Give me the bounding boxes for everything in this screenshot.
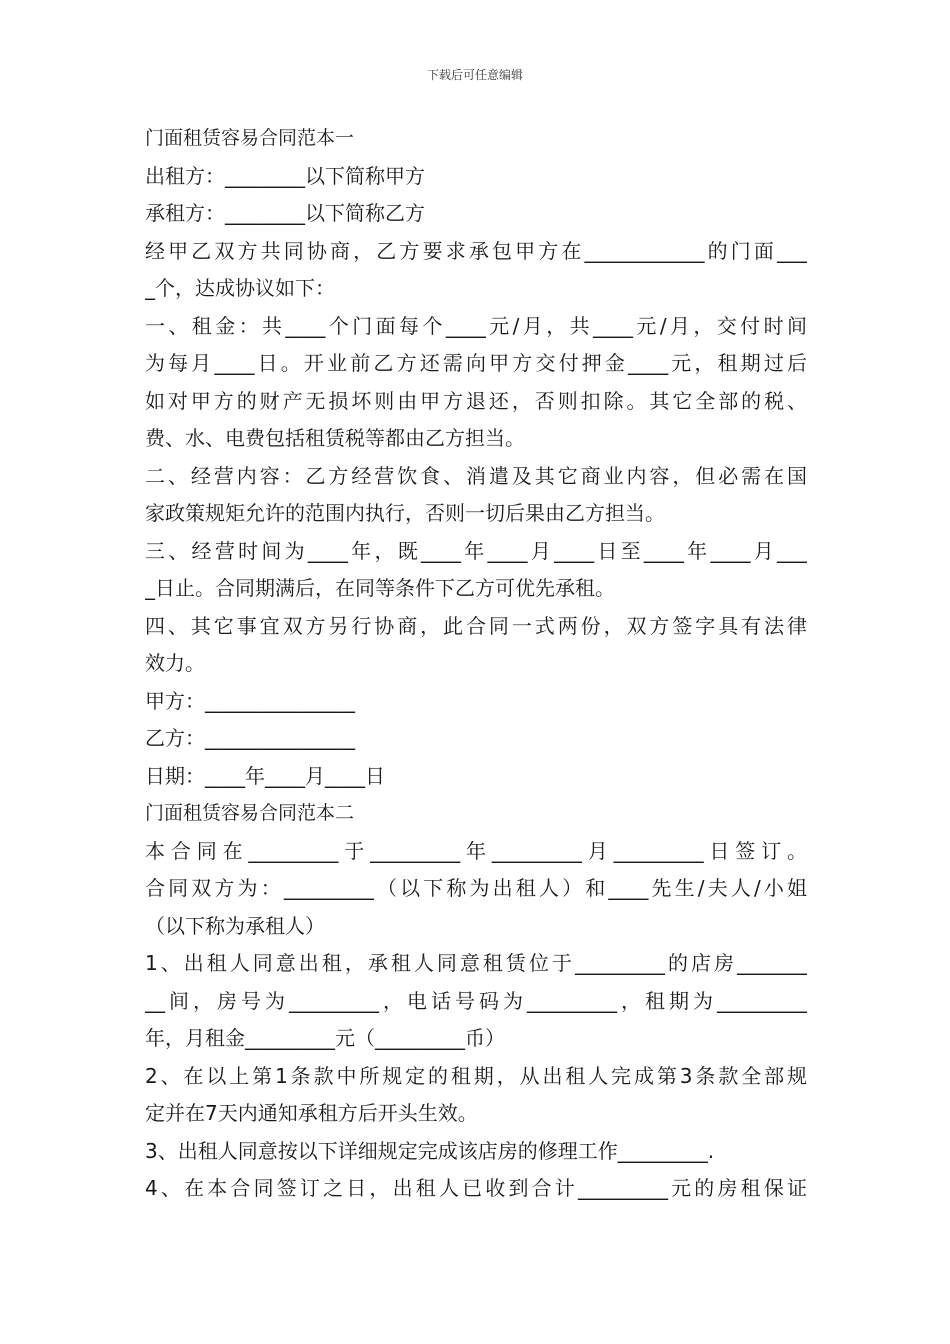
text-line: 4、在本合同签订之日，出租人已收到合计_________元的房租保证 bbox=[145, 1176, 807, 1200]
date-line: 日期：____年____月____日 bbox=[145, 763, 385, 788]
text-line: 出租方：________以下简称甲方 bbox=[145, 163, 425, 188]
text-line: 经甲乙双方共同协商，乙方要求承包甲方在____________的门面___ bbox=[145, 238, 807, 263]
text-line: __间，房号为_________，电话号码为_________，租期为_________ bbox=[145, 988, 807, 1013]
text-line: 三、经营时间为____年，既____年____月____日至____年____月___ bbox=[145, 538, 807, 563]
text-line: 二、经营内容：乙方经营饮食、消遣及其它商业内容，但必需在国 bbox=[145, 463, 807, 488]
text-line: 1、出租人同意出租，承租人同意租赁位于_________的店房_______ bbox=[145, 951, 807, 975]
text-line: 如对甲方的财产无损坏则由甲方退还，否则扣除。其它全部的税、 bbox=[145, 388, 807, 413]
text-line: 家政策规矩允许的范围内执行，否则一切后果由乙方担当。 bbox=[145, 501, 665, 525]
text-line: 费、水、电费包括租赁税等都由乙方担当。 bbox=[145, 426, 525, 450]
section-title-2: 门面租赁容易合同范本二 bbox=[145, 802, 355, 824]
text-line: 效力。 bbox=[145, 651, 205, 675]
text-line: 为每月____日。开业前乙方还需向甲方交付押金____元，租期过后 bbox=[145, 351, 807, 375]
page-header: 下载后可任意编辑 bbox=[426, 68, 523, 82]
text-line: 2、在以上第1条款中所规定的租期，从出租人完成第3条款全部规 bbox=[145, 1063, 807, 1088]
text-line: 3、出租人同意按以下详细规定完成该店房的修理工作_________. bbox=[145, 1138, 715, 1163]
text-line: 承租方：________以下简称乙方 bbox=[145, 201, 425, 225]
signature-line-party-a: 甲方：_______________ bbox=[145, 688, 355, 713]
text-line: _日止。合同期满后，在同等条件下乙方可优先承租。 bbox=[145, 576, 615, 600]
text-line: （以下称为承租人） bbox=[145, 913, 325, 938]
text-line: _个，达成协议如下： bbox=[145, 276, 335, 300]
text-line: 本合同在_________于_________年_________月_________日签订。 bbox=[145, 838, 807, 863]
text-line: 一、租金：共____个门面每个____元/月，共____元/月，交付时间 bbox=[145, 313, 807, 338]
text-line: 合同双方为：_________（以下称为出租人）和____先生/夫人/小姐 bbox=[145, 876, 807, 900]
text-line: 定并在7天内通知承租方后开头生效。 bbox=[145, 1101, 478, 1125]
document-body bbox=[145, 120, 807, 1208]
text-line: 四、其它事宜双方另行协商，此合同一式两份，双方签字具有法律 bbox=[145, 613, 807, 638]
text-line: 年，月租金_________元（_________币） bbox=[145, 1026, 505, 1050]
signature-line-party-b: 乙方：_______________ bbox=[145, 726, 355, 750]
section-title-1: 门面租赁容易合同范本一 bbox=[145, 127, 355, 149]
